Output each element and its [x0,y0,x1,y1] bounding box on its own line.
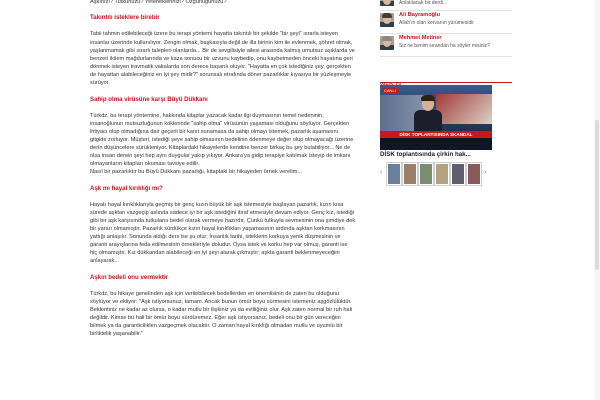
section-heading: Aşkın bedeli onu vermektir [90,273,168,281]
article-paragraph: Nasıl bir pazarlıktır bu Büyü Dükkanı pazarlığı, kitaptaki bir hikayeden örnek verelim... [90,169,303,176]
author-item[interactable] [380,34,512,57]
author-column-title[interactable]: Anlatılacak bir derdi... [399,0,448,6]
article-paragraph: Türkdz, bu hikaye genelinden aşk için verilebilecek bedellerden en önemlisinin de zaten bu olduğunu söylüyor ve ekliyor: "Aşk istiyorsunuz, tamam. Ancak bunun ömür boyu sürmesini istemeniz aşgözlülüktür. Beklentiniz ne kadar az olursa, o kadar mutlu bir ilişkiniz ya da evliliğiniz olur. Aşk zaten normal bir ruh hali değildir. Kimse bu hali bir ömür boyu sürdüremez. Eğer aşk istiyorsanız, bedeli onu bir gün vereceğini bilmek ya da garanticiliklen vazgeçmek olacaktır. O zaman hayal kırıklığı olmadan mutlu ve uyumlu bir birliktelik yaşanabilir." [90,290,353,338]
scrollbar-thumb[interactable] [595,120,599,270]
video-thumbnail[interactable] [450,162,466,186]
sidebar [380,0,512,57]
author-column-title[interactable]: Allah'ın olan kervanın yürümesidir [399,20,474,26]
article-paragraph: Türkdz, bu terapi yöntemine, hakkında kitaplar yazacak kadar ilgi duymasının temel nedeninin, insanoğlunun mutsuzluğunun köklerinde "sahip olma" virüsünün yaşaması olduğunu söylüyor. Gerçekten ihtiyacı olup olmadığına dair geçerli bir kanıt sunamasa da sahip olmayı istemek, pazarlık aşamasını gitgide zorluyor. Müşteri, istediği şeye sahip olmasının bedelinin ödenmeye değer olup olmayacağı üzerine derin düşüncelere sürükleniyor. Kitaplardaki hikayelerde kendine benzer birkaç bu şey bulabiliyor... Ne de olsa insan denen şeyi hep aynı duygular yakıp yıkıyor. Ankara'ya gidip terapiye katılmak isteyip de imkanı olmayanların kitapları okuması tavsiye edilir. [90,112,354,168]
video-player[interactable] [380,85,492,150]
author-item[interactable] [380,0,512,11]
article-body [90,0,356,347]
thumb-next-arrow[interactable]: › [484,169,487,176]
video-title-link[interactable]: DİSK toplantısında çirkin hak... [380,151,471,158]
video-ticker: DİSK TOPLANTISINDA SKANDAL [380,131,492,138]
video-thumbnail[interactable] [386,162,402,186]
article-intro: Aşkınızı? Tutkunuzu? Yeteneklerinizi? Özgürlüğünüzü? [90,0,227,5]
page-scrollbar[interactable] [594,0,600,400]
author-name[interactable]: Mehmet Metiner [399,35,442,41]
article-paragraph: Hayatı hayal kırıklıklarıyla geçmiş bir genç kızın büyük bir aşk istemesiyle başlayan pazarlık, kızın kısa sürede aşktan vazgeçip aslında sadece iyi bir aşk istediğini itiraf etmesiyle devam ediyor. Genç kız, istediği gibi bir aşk karşısında tutkulanıı bedel olarak vermeye hazırdır. Çünkü tutkuyla sevmesinin ona şimdiye dek bir yararı olmamıştır. Pazarlık sürdükçe kızın hayal kırıklıkları yaşamasının ardında aşktan korkmasının yattığı anlaşılır. Sonunda aldığı ders ise şu olur; İnsanlık tarihi, isteklerin korkuya yenik düşmesinin ve garanti arayışlarına feda edilmesinin örnekleriyle doludur. Oysa istek ve korku hep var olmuş, garanti ise hiç olmamıştır. Kız dükkandan alabileceği en iyi şeyi alarak çıkmıştır; aşkta garanti beklenmeyeceğini anlayarak... [90,201,356,265]
thumb-prev-arrow[interactable]: ‹ [380,169,383,176]
author-avatar [380,0,394,6]
video-thumbnails [380,162,510,186]
author-avatar [380,13,394,27]
webtv-header [380,73,512,83]
section-heading: Takıntılı isteklere birebir [90,14,160,22]
video-thumbnail[interactable] [402,162,418,186]
author-item[interactable] [380,11,512,34]
live-badge: CANLI [384,88,396,93]
section-heading: Sahip olma virüsüne karşı Büyü Dükkanı [90,95,208,103]
author-avatar [380,36,394,50]
author-column-title[interactable]: Siz ne benim sırandan ha söyler misiniz? [399,43,490,49]
video-thumbnail[interactable] [434,162,450,186]
article-paragraph: Tabii tahmin edilebileceği üzere bu terapi yöntemi hayatta takıntılı bir şekilde "bir şeyi" ısrarla isteyen insanlar üzerinde kullanılıyor. Zengin olmak, başkasıyla değil de illa birinin kim ile evlenmek, şöhret olmak, yaşlanmamak gibi ısrarlı talepleri olanlarda... Bir de sevgilisiyle ailesi arasında kalmış umutsuz aşıklarda ve benzeri ikilem mağdurlarında ve kaza sonucu bir uzvunu kaybedip, onu kaybetmeden önceki hayatına geri dönmek isteyen travmatik vakalarda son derece başarılı oluyor. "Hayatta en çok istediğiniz şey, gerçekten de hayattan alabileceğiniz en iyi şey midir?" sorunsalı etrafında döner pazarlıklar kıyasıya bir yüzleşmeyle sürüyor. [90,31,355,87]
author-name[interactable]: Ali Bayramoğlu [399,12,441,18]
video-thumbnail[interactable] [466,162,482,186]
video-thumbnail[interactable] [418,162,434,186]
section-heading: Aşk mı hayal kırıklığı mı? [90,184,163,192]
